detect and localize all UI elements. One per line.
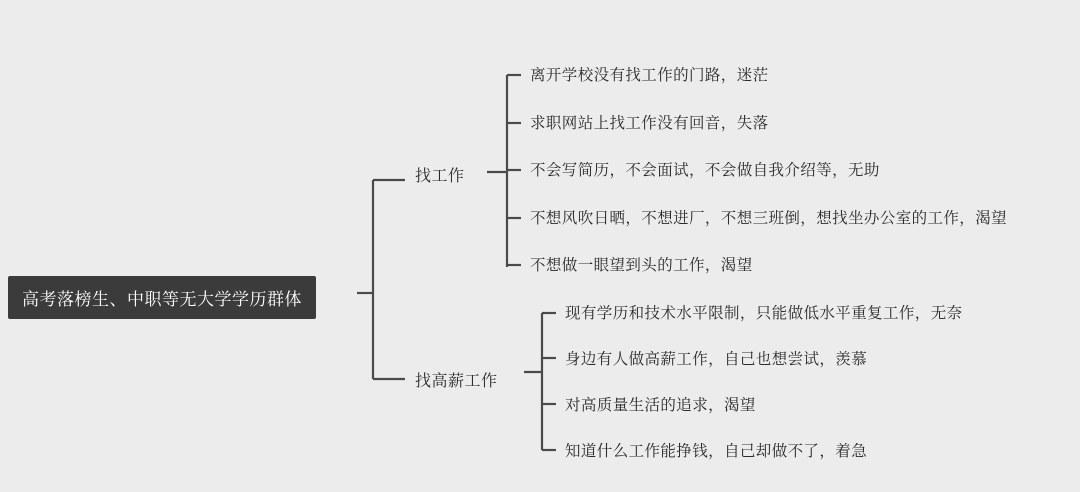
mindmap-leaf-1-3[interactable]: 不会写简历，不会面试，不会做自我介绍等，无助 — [530, 162, 880, 179]
mindmap-leaf-1-4[interactable]: 不想风吹日晒，不想进厂，不想三班倒，想找坐办公室的工作，渴望 — [530, 210, 1008, 227]
mindmap-branch-find-job[interactable]: 找工作 — [415, 168, 465, 185]
mindmap-leaf-2-2[interactable]: 身边有人做高薪工作，自己也想尝试，羡慕 — [565, 351, 868, 368]
mindmap-leaf-1-2[interactable]: 求职网站上找工作没有回音，失落 — [530, 115, 769, 132]
mindmap-leaf-2-1[interactable]: 现有学历和技术水平限制，只能做低水平重复工作，无奈 — [565, 305, 963, 322]
mindmap-leaf-1-1[interactable]: 离开学校没有找工作的门路，迷茫 — [530, 67, 769, 84]
mindmap-leaf-2-3[interactable]: 对高质量生活的追求，渴望 — [565, 397, 756, 414]
mindmap-branch-find-high-salary-job[interactable]: 找高薪工作 — [415, 373, 498, 390]
mindmap-leaf-1-5[interactable]: 不想做一眼望到头的工作，渴望 — [530, 257, 753, 274]
mindmap-root-node[interactable]: 高考落榜生、中职等无大学学历群体 — [8, 276, 316, 319]
mindmap-leaf-2-4[interactable]: 知道什么工作能挣钱，自己却做不了，着急 — [565, 443, 868, 460]
